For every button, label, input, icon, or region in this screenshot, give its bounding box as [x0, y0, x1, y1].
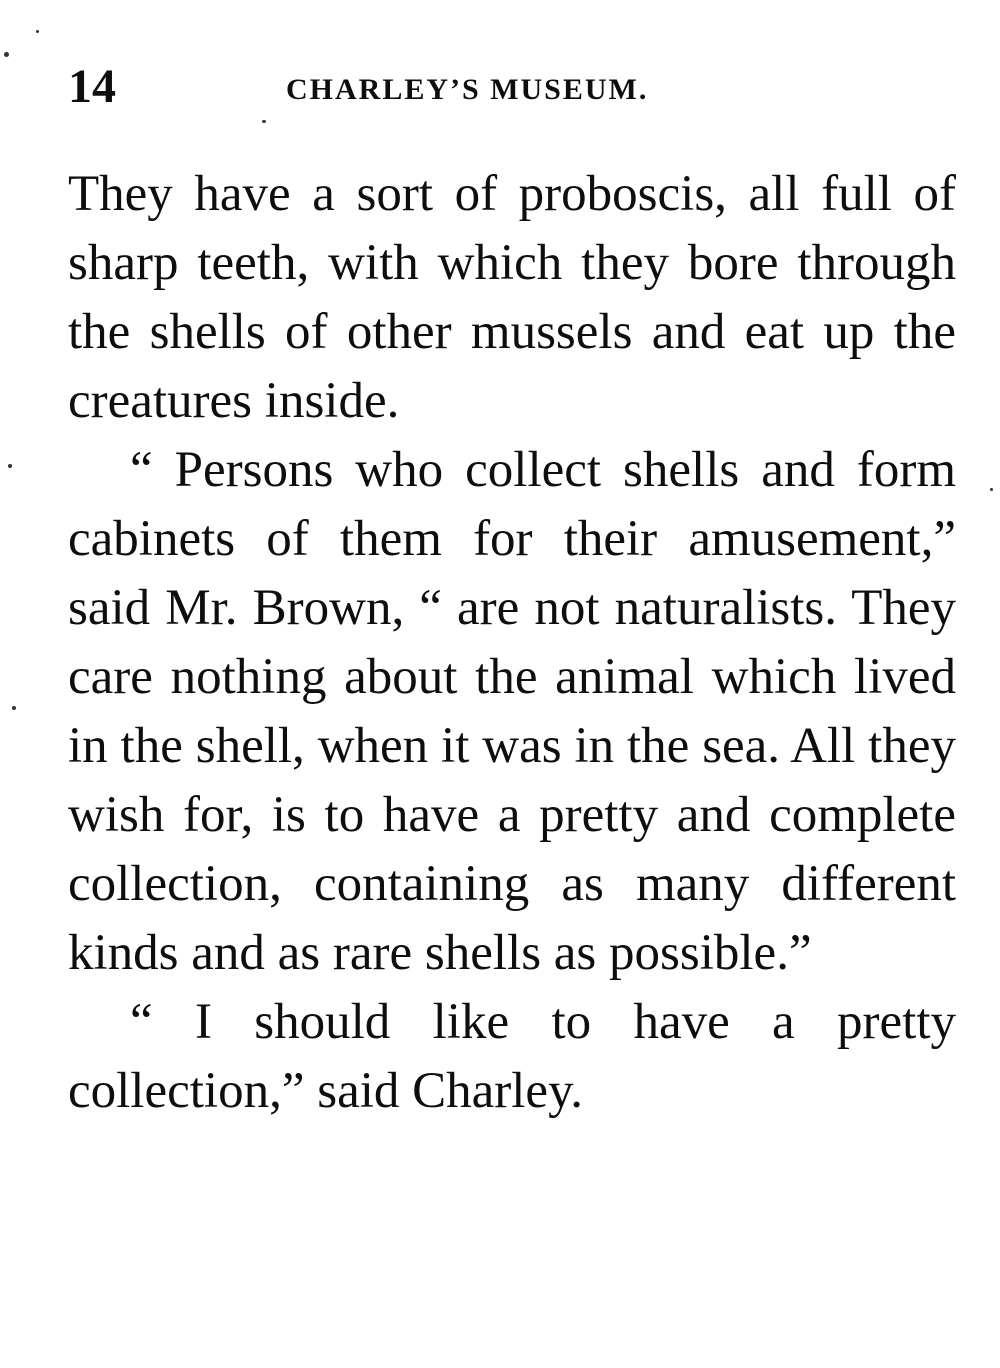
scan-speck — [990, 488, 993, 491]
page-number: 14 — [68, 60, 116, 113]
page-header — [68, 62, 948, 112]
paragraph-1: They have a sort of proboscis, all full of sharp teeth, with which they bore through the shells of other mussels and eat up the creatures inside. — [68, 166, 956, 429]
paragraph-3: “ I should like to have a pretty collection,” said Charley. — [68, 994, 956, 1119]
scan-speck — [12, 706, 16, 710]
running-head: CHARLEY’S MUSEUM. — [286, 73, 649, 106]
paragraph-2: “ Persons who collect shells and form cabinets of them for their amusement,” said Mr. Brown, “ are not naturalists. They care nothing about the animal which lived in the shell, when it was in the sea. All they wish for, is to have a pretty and complete collection, containing as many different kinds and as rare shells as possible.” — [68, 442, 956, 981]
scan-speck — [36, 30, 39, 33]
scan-speck — [8, 464, 12, 468]
scan-speck — [4, 52, 9, 57]
scan-speck — [262, 120, 266, 123]
body-text — [68, 160, 956, 1126]
